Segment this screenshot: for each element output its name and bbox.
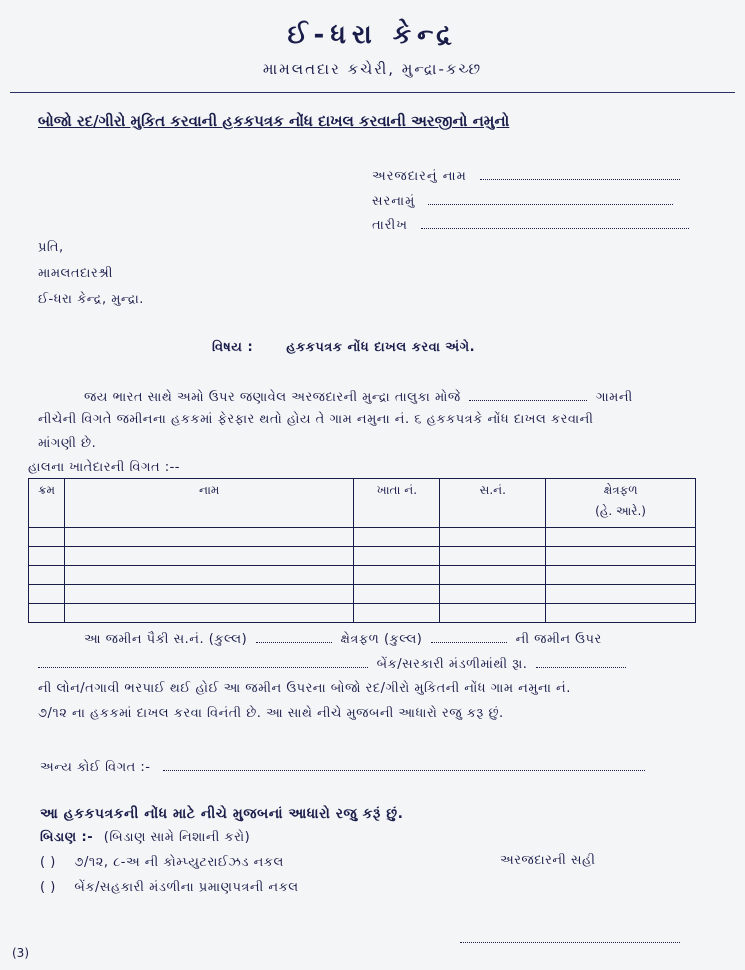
table-row — [29, 585, 696, 604]
body2-survey-label: આ જમીન પૈકી સ.નં. (કુલ્લ) — [84, 632, 248, 647]
table-cell[interactable] — [354, 547, 440, 566]
bank-name-blank[interactable] — [38, 655, 368, 668]
header-divider — [10, 92, 735, 93]
signature-line[interactable] — [460, 930, 680, 943]
table-row — [29, 547, 696, 566]
applicant-name-field — [372, 165, 680, 184]
table-cell[interactable] — [440, 547, 546, 566]
page-number: (3) — [12, 946, 29, 960]
body-line2: નીચેની વિગતે જમીનના હકકમાં ફેરફાર થતો હોય તે ગામ નમુના નં. ૬ હકકપત્રકે નોંધ દાખલ કરવાની — [38, 412, 594, 427]
table-cell[interactable] — [354, 566, 440, 585]
attachment-label-2: બેંક/સહકારી મંડળીના પ્રમાણપત્રની નકલ — [74, 880, 299, 895]
table-cell[interactable] — [440, 528, 546, 547]
attachment-checkbox-2[interactable]: ( ) — [40, 880, 56, 895]
body2-line3: ની લોન/તગાવી ભરપાઈ થઈ હોઈ આ જમીન ઉપરના બોજો રદ/ગીરો મુકિતની નોંધ ગામ નમુના નં. — [38, 681, 571, 696]
table-row — [29, 528, 696, 547]
attachments-intro: આ હકકપત્રકની નોંધ માટે નીચે મુજબનાં આધારો રજુ કરૂં છું. — [40, 806, 404, 822]
address-line[interactable] — [428, 192, 673, 205]
attachment-item-1 — [40, 855, 284, 870]
table-cell[interactable] — [64, 585, 354, 604]
date-label: તારીખ — [372, 218, 408, 233]
table-body — [29, 528, 696, 623]
table-cell[interactable] — [64, 604, 354, 623]
col-account-no: ખાતા નં. — [354, 479, 440, 528]
table-cell[interactable] — [64, 547, 354, 566]
body2-area-label: ક્ષેત્રફળ (કુલ્લ) — [340, 632, 423, 647]
date-field — [372, 214, 689, 233]
col-area-unit: (હે. આરે.) — [595, 504, 646, 518]
body2-line2 — [38, 655, 626, 672]
body2-line4: ૭/૧૨ ના હકકમાં દાખલ કરવા વિનંતી છે. આ સાથે નીચે મુજબની આધારો રજુ કરૂ છું. — [38, 706, 504, 721]
table-cell[interactable] — [64, 566, 354, 585]
body-line1-text: જય ભારત સાથે અમો ઉપર જણાવેલ અરજદારની મુન્દ્રા તાલુકા મોજે — [84, 390, 461, 405]
address-label: સરનામું — [372, 194, 416, 209]
table-row — [29, 566, 696, 585]
other-details-line[interactable] — [163, 758, 645, 771]
table-cell[interactable] — [29, 528, 65, 547]
applicant-name-line[interactable] — [480, 167, 680, 180]
date-line[interactable] — [421, 216, 689, 229]
applicant-name-label: અરજદારનું નામ — [372, 169, 467, 184]
body2-bank-label: બેંક/સરકારી મંડળીમાંથી રૂા. — [376, 657, 528, 672]
table-cell[interactable] — [440, 585, 546, 604]
col-area-label: ક્ષેત્રફળ — [603, 483, 638, 497]
other-details-label: અન્ય કોઈ વિગત :- — [40, 760, 151, 775]
subject-text: હકકપત્રક નોંધ દાખલ કરવા અંગે. — [286, 340, 476, 355]
table-cell[interactable] — [546, 566, 696, 585]
table-cell[interactable] — [354, 604, 440, 623]
col-area — [546, 479, 696, 528]
table-cell[interactable] — [440, 566, 546, 585]
page-title: ઈ-ધરા કેન્દ્ર — [287, 20, 458, 50]
table-cell[interactable] — [546, 547, 696, 566]
recipient-to: પ્રતિ, — [38, 240, 64, 255]
holder-table — [28, 478, 696, 623]
subject-line — [212, 340, 475, 355]
attachment-label-1: ૭/૧૨, ૮-અ ની કોમ્પ્યુટરાઈઝડ નકલ — [74, 855, 284, 870]
table-row — [29, 604, 696, 623]
table-cell[interactable] — [354, 528, 440, 547]
col-serial: ક્રમ — [29, 479, 65, 528]
recipient-line1: મામલતદારશ્રી — [38, 266, 113, 281]
body-line1-end: ગામની — [596, 390, 633, 405]
body2-line1-end: ની જમીન ઉપર — [515, 632, 602, 647]
signature-label: અરજદારની સહી — [500, 853, 596, 868]
amount-blank[interactable] — [536, 655, 626, 668]
table-cell[interactable] — [440, 604, 546, 623]
col-survey-no: સ.નં. — [440, 479, 546, 528]
office-subtitle: મામલતદાર કચેરી, મુન્દ્રા-કચ્છ — [262, 60, 483, 78]
col-name: નામ — [64, 479, 354, 528]
survey-total-blank[interactable] — [256, 630, 332, 643]
table-cell[interactable] — [64, 528, 354, 547]
table-cell[interactable] — [29, 585, 65, 604]
recipient-line2: ઈ-ધરા કેન્દ્ર, મુન્દ્રા. — [38, 292, 144, 307]
form-title: બોજો રદ/ગીરો મુકિત કરવાની હકકપત્રક નોંધ દાખલ કરવાની અરજીનો નમુનો — [38, 112, 510, 130]
body-line3: માંગણી છે. — [38, 436, 97, 451]
attachments-heading — [40, 830, 250, 845]
holder-heading: હાલના ખાતેદારની વિગત :-- — [28, 460, 180, 475]
attachment-item-2 — [40, 880, 299, 895]
body2-line1 — [84, 630, 602, 647]
village-blank[interactable] — [469, 388, 587, 401]
body-line1 — [84, 388, 633, 405]
table-cell[interactable] — [29, 547, 65, 566]
address-field — [372, 190, 673, 209]
area-total-blank[interactable] — [431, 630, 507, 643]
table-header-row — [29, 479, 696, 528]
attachments-note: (બિડાણ સામે નિશાની કરો) — [103, 830, 251, 845]
table-cell[interactable] — [29, 566, 65, 585]
table-cell[interactable] — [546, 585, 696, 604]
table-cell[interactable] — [29, 604, 65, 623]
other-details-field — [40, 758, 645, 775]
attachments-label: બિડાણ :- — [40, 830, 94, 845]
table-cell[interactable] — [546, 528, 696, 547]
table-cell[interactable] — [354, 585, 440, 604]
attachment-checkbox-1[interactable]: ( ) — [40, 855, 56, 870]
table-cell[interactable] — [546, 604, 696, 623]
subject-label: વિષય : — [212, 340, 254, 355]
